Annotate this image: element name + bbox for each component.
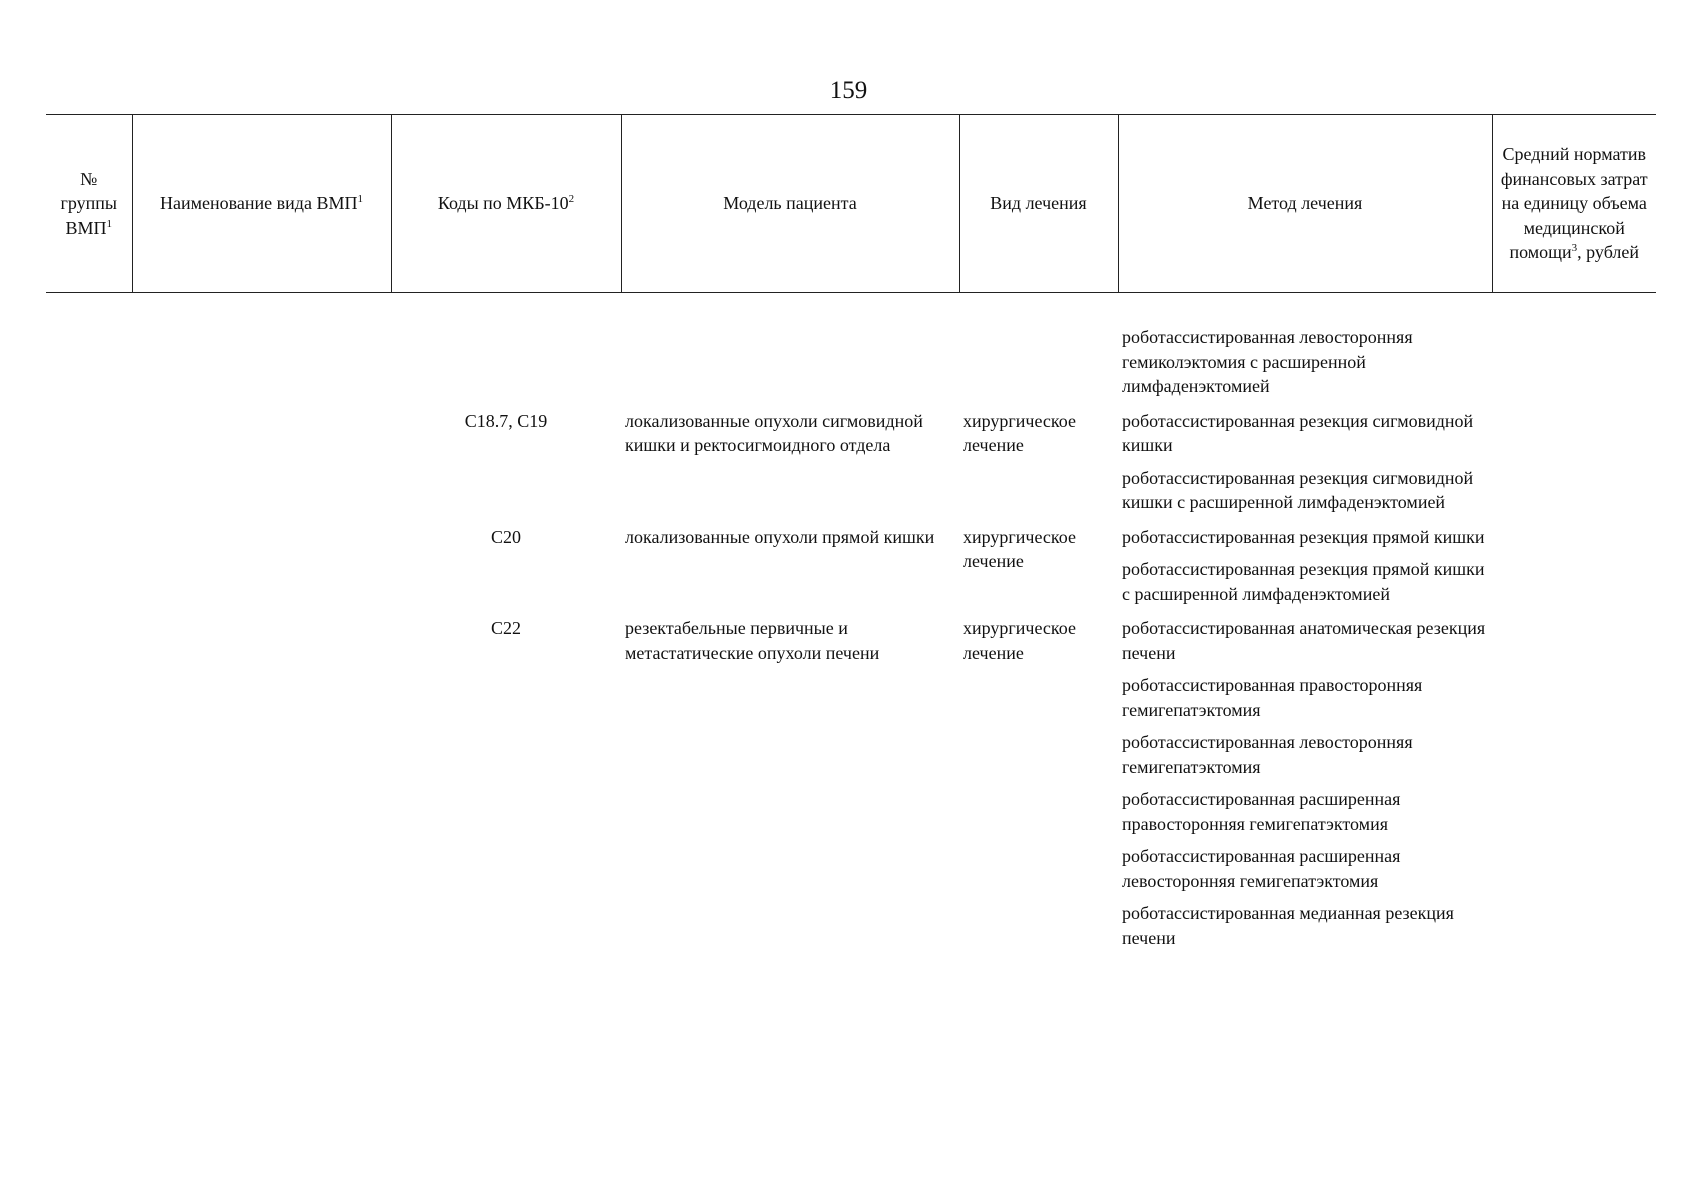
header-cost-norm: Средний норматив финансовых затрат на единицу объема медицинской помощи$^3$, рублей: [1492, 115, 1656, 293]
header-vmp-name: Наименование вида ВМП$^1$: [132, 115, 391, 293]
icd-code-cell: [391, 325, 621, 409]
vmp-table: [46, 114, 1656, 960]
table-row: [46, 409, 1656, 525]
method-item: роботассистированная левосторонняя гемигепатэктомия: [1122, 732, 1413, 777]
treatment-method-cell: [1118, 525, 1492, 617]
treatment-method-cell: [1118, 409, 1492, 525]
method-item: роботассистированная расширенная левосторонняя гемигепатэктомия: [1122, 846, 1401, 891]
header-group-number: № группы ВМП$^1$: [46, 115, 132, 293]
header-treatment-method: Метод лечения: [1118, 115, 1492, 293]
header-patient-model: Модель пациента: [621, 115, 959, 293]
method-item: роботассистированная резекция прямой кишки с расширенной лимфаденэктомией: [1122, 559, 1485, 604]
table-row: [46, 325, 1656, 409]
method-item: роботассистированная правосторонняя гемигепатэктомия: [1122, 675, 1423, 720]
table-row: [46, 525, 1656, 617]
treatment-method-cell: [1118, 616, 1492, 960]
patient-model-cell: локализованные опухоли сигмовидной кишки и ректосигмоидного отдела: [625, 410, 923, 455]
page-number: 159: [829, 77, 868, 104]
table-row: [46, 616, 1656, 960]
table-header-row: [46, 115, 1656, 293]
header-icd-codes: Коды по МКБ-$10^2$: [391, 115, 621, 293]
treatment-kind-cell: хирургическое лечение: [963, 526, 1076, 571]
treatment-kind-cell: [959, 325, 1118, 409]
icd-code-cell: C22: [490, 618, 521, 638]
method-item: роботассистированная медианная резекция печени: [1122, 903, 1454, 948]
method-item: роботассистированная расширенная правосторонняя гемигепатэктомия: [1122, 789, 1401, 834]
icd-code-cell: C18.7, C19: [464, 410, 548, 431]
method-item: роботассистированная резекция сигмовидной кишки: [1122, 410, 1474, 455]
method-item: роботассистированная левосторонняя гемиколэктомия с расширенной лимфаденэктомией: [1122, 327, 1413, 396]
patient-model-cell: резектабельные первичные и метастатические опухоли печени: [625, 618, 880, 663]
method-item: роботассистированная резекция сигмовидной кишки с расширенной лимфаденэктомией: [1122, 467, 1474, 512]
patient-model-cell: локализованные опухоли прямой кишки: [625, 526, 935, 547]
treatment-kind-cell: хирургическое лечение: [963, 410, 1076, 455]
patient-model-cell: [621, 325, 959, 409]
method-item: роботассистированная анатомическая резекция печени: [1122, 618, 1486, 663]
treatment-method-cell: [1118, 325, 1492, 409]
treatment-kind-cell: хирургическое лечение: [963, 618, 1076, 663]
icd-code-cell: C20: [490, 526, 521, 547]
header-treatment-kind: Вид лечения: [959, 115, 1118, 293]
method-item: роботассистированная резекция прямой кишки: [1122, 526, 1485, 547]
